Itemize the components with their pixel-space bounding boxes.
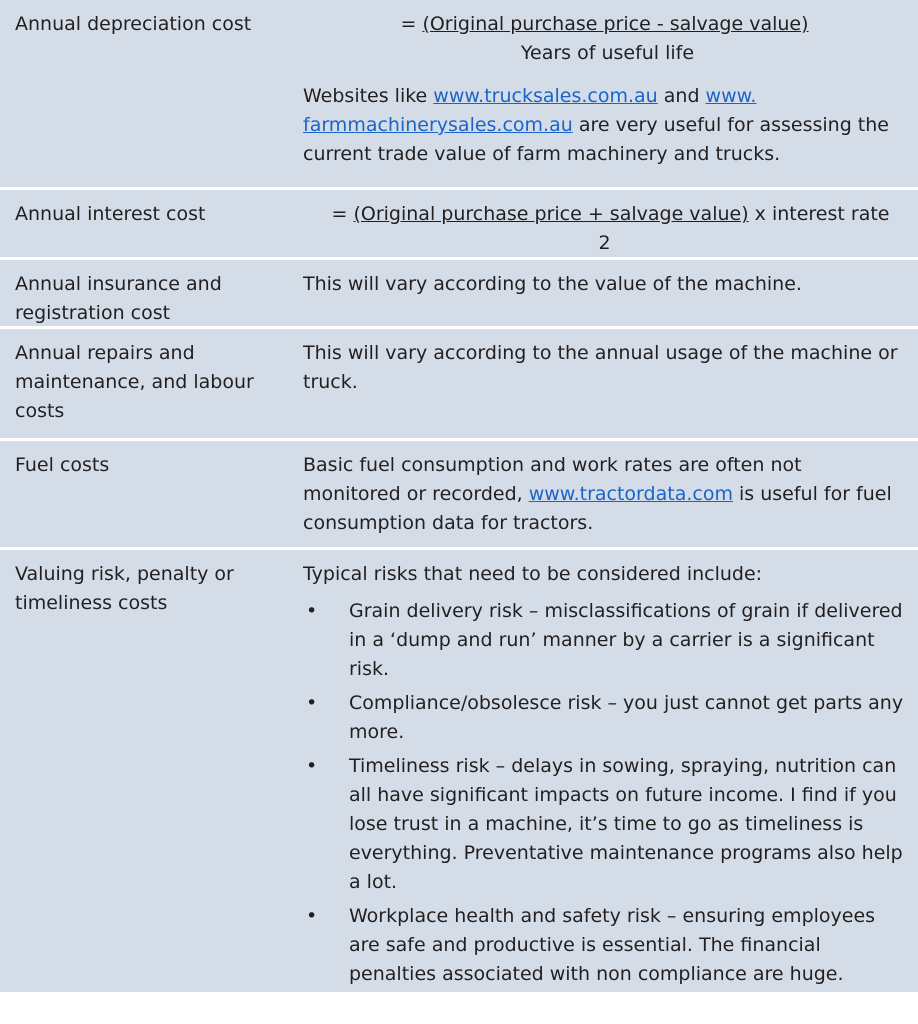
risk-list: [303, 597, 904, 989]
label-line: costs: [15, 400, 65, 422]
table-row-fuel: [0, 441, 918, 550]
label-line: registration cost: [15, 302, 171, 324]
trucksales-link[interactable]: www.trucksales.com.au: [433, 85, 658, 107]
row-label: [0, 550, 289, 992]
list-item: • Workplace health and safety risk – ensuring employees are safe and productive is essential. The financial penalties associated with non compliance are huge.: [303, 902, 904, 989]
formula-suffix: x interest rate: [748, 203, 890, 225]
list-item: • Grain delivery risk – misclassifications of grain if delivered in a ‘dump and run’ manner by a carrier is a significant risk.: [303, 597, 904, 684]
label-line: Annual repairs and: [15, 342, 195, 364]
formula-denominator: 2: [598, 232, 611, 254]
note-text: Websites like: [303, 85, 434, 107]
row-content: This will vary according to the value of the machine.: [303, 273, 802, 295]
link-text: www.: [705, 85, 757, 107]
list-item: • Compliance/obsolesce risk – you just cannot get parts any more.: [303, 689, 904, 747]
risk-intro: Typical risks that need to be considered include:: [303, 563, 763, 585]
table-row-repairs: [0, 329, 918, 441]
link-text: farmmachinerysales.com.au: [303, 114, 573, 136]
fuel-text: is useful for fuel consumption data for tractors.: [303, 483, 892, 534]
row-content: [289, 550, 918, 992]
row-label: Annual depreciation cost: [15, 13, 252, 35]
label-line: Valuing risk, penalty or: [15, 563, 234, 585]
label-line: Annual insurance and: [15, 273, 222, 295]
row-content: This will vary according to the annual usage of the machine or truck.: [303, 342, 898, 393]
row-label: [0, 260, 289, 326]
label-line: timeliness costs: [15, 592, 168, 614]
fuel-text: Basic fuel consumption and work rates are often not monitored or recorded,: [303, 454, 802, 505]
note-text: and: [657, 85, 706, 107]
formula-numerator: (Original purchase price - salvage value): [422, 13, 809, 35]
label-line: maintenance, and labour: [15, 371, 254, 393]
formula-numerator-line: [303, 10, 904, 39]
row-content: [289, 0, 918, 187]
tractordata-link[interactable]: www.tractordata.com: [528, 483, 733, 505]
formula-numerator: (Original purchase price + salvage value): [353, 203, 749, 225]
formula-prefix: =: [331, 203, 354, 225]
row-label: Annual interest cost: [15, 203, 206, 225]
row-label: Fuel costs: [15, 454, 110, 476]
row-content: [289, 441, 918, 547]
row-content: [289, 190, 918, 257]
note-text: are very useful for assessing the current trade value of farm machinery and trucks.: [303, 114, 889, 165]
table-row-interest: [0, 190, 918, 260]
note-paragraph: [303, 82, 904, 169]
formula-denominator: Years of useful life: [520, 42, 695, 64]
row-label: [0, 329, 289, 438]
table-row-insurance: [0, 260, 918, 329]
formula-prefix: =: [400, 13, 423, 35]
table-row-depreciation: [0, 0, 918, 190]
table-row-risk: [0, 550, 918, 995]
list-item: • Timeliness risk – delays in sowing, spraying, nutrition can all have significant impacts on future income. I find if you lose trust in a machine, it’s time to go as timeliness is everything. Preventative maintenance programs also help a lot.: [303, 752, 904, 897]
formula-numerator-line: [303, 200, 904, 229]
